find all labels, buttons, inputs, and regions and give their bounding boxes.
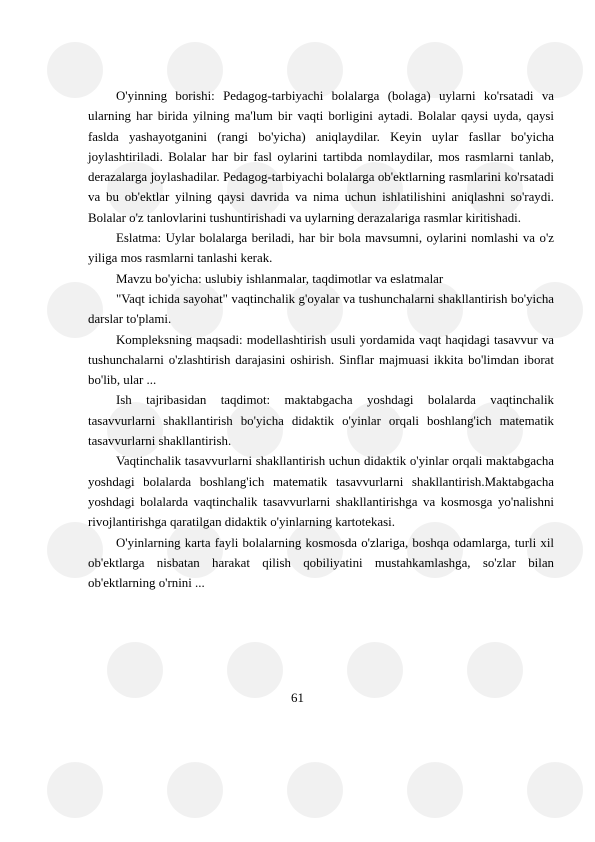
paragraph-game-progress: O'yinning borishi: Pedagog-tarbiyachi bolalarga (bolaga) uylarni ko'rsatadi va ularning har birida yilning ma'lum bir vaqti borligini aytadi. Bolalar qaysi uyda, qaysi faslda yashayotganini (rangi bo'yicha) aniqlaydilar. Keyin uylar fasllar bo'yicha joylashtiriladi. Bolalar har bir fasl oylarini tartibda nomlaydilar, mos rasmlarni tanlab, derazalarga joylashadilar. Pedagog-tarbiyachi bolalarga ob'ektlarning rasmlarini ko'rsatadi va bu ob'ektlar yilning qaysi davrida va nima uchun ishlatilishini aniqlashni so'raydi. Bolalar o'z tanlovlarini tushuntirishadi va uylarning derazalariga rasmlar kiritishadi. bbox=[88, 89, 554, 225]
paragraph-didactic-games: Vaqtinchalik tasavvurlarni shakllantirish uchun didaktik o'yinlar orqali maktabgacha yoshdagi bolalarda boshlang'ich matematik tasavvurlarni shakllantirish.Maktabgacha yoshdagi bolalarda vaqtinchalik tasavvurlarni shakllantirishga va kosmosga yo'nalishni rivojlantirishga qaratilgan didaktik o'yinlarning kartotekasi. bbox=[88, 454, 554, 530]
paragraph-time-travel: "Vaqt ichida sayohat" vaqtinchalik g'oyalar va tushunchalarni shakllantirish bo'yicha darslar to'plami. bbox=[88, 291, 554, 327]
paragraph-presentation: Ish tajribasidan taqdimot: maktabgacha yoshdagi bolalarda vaqtinchalik tasavvurlarni shakllantirish bo'yicha didaktik o'yinlar orqali boshlang'ich matematik tasavvurlarni shakllantirish. bbox=[88, 393, 554, 449]
page-number: 61 bbox=[291, 691, 304, 705]
paragraph-complex-goal: Kompleksning maqsadi: modellashtirish usuli yordamida vaqt haqidagi tasavvur va tushunchalarni o'zlashtirish darajasini oshirish. Sinflar majmuasi ikkita bo'limdan iborat bo'lib, ular ... bbox=[88, 332, 554, 388]
paragraph-note: Eslatma: Uylar bolalarga beriladi, har bir bola mavsumni, oylarini nomlashi va o'z yiliga mos rasmlarni tanlashi kerak. bbox=[88, 231, 554, 266]
document-body bbox=[88, 86, 554, 593]
paragraph-card-file: O'yinlarning karta fayli bolalarning kosmosda o'zlariga, boshqa odamlarga, turli xil ob'ektlarga nisbatan harakat qilish qobiliyatini mustahkamlashga, so'zlar bilan ob'ektlarning o'rnini ... bbox=[88, 535, 554, 591]
paragraph-topic: Mavzu bo'yicha: uslubiy ishlanmalar, taqdimotlar va eslatmalar bbox=[116, 271, 444, 286]
